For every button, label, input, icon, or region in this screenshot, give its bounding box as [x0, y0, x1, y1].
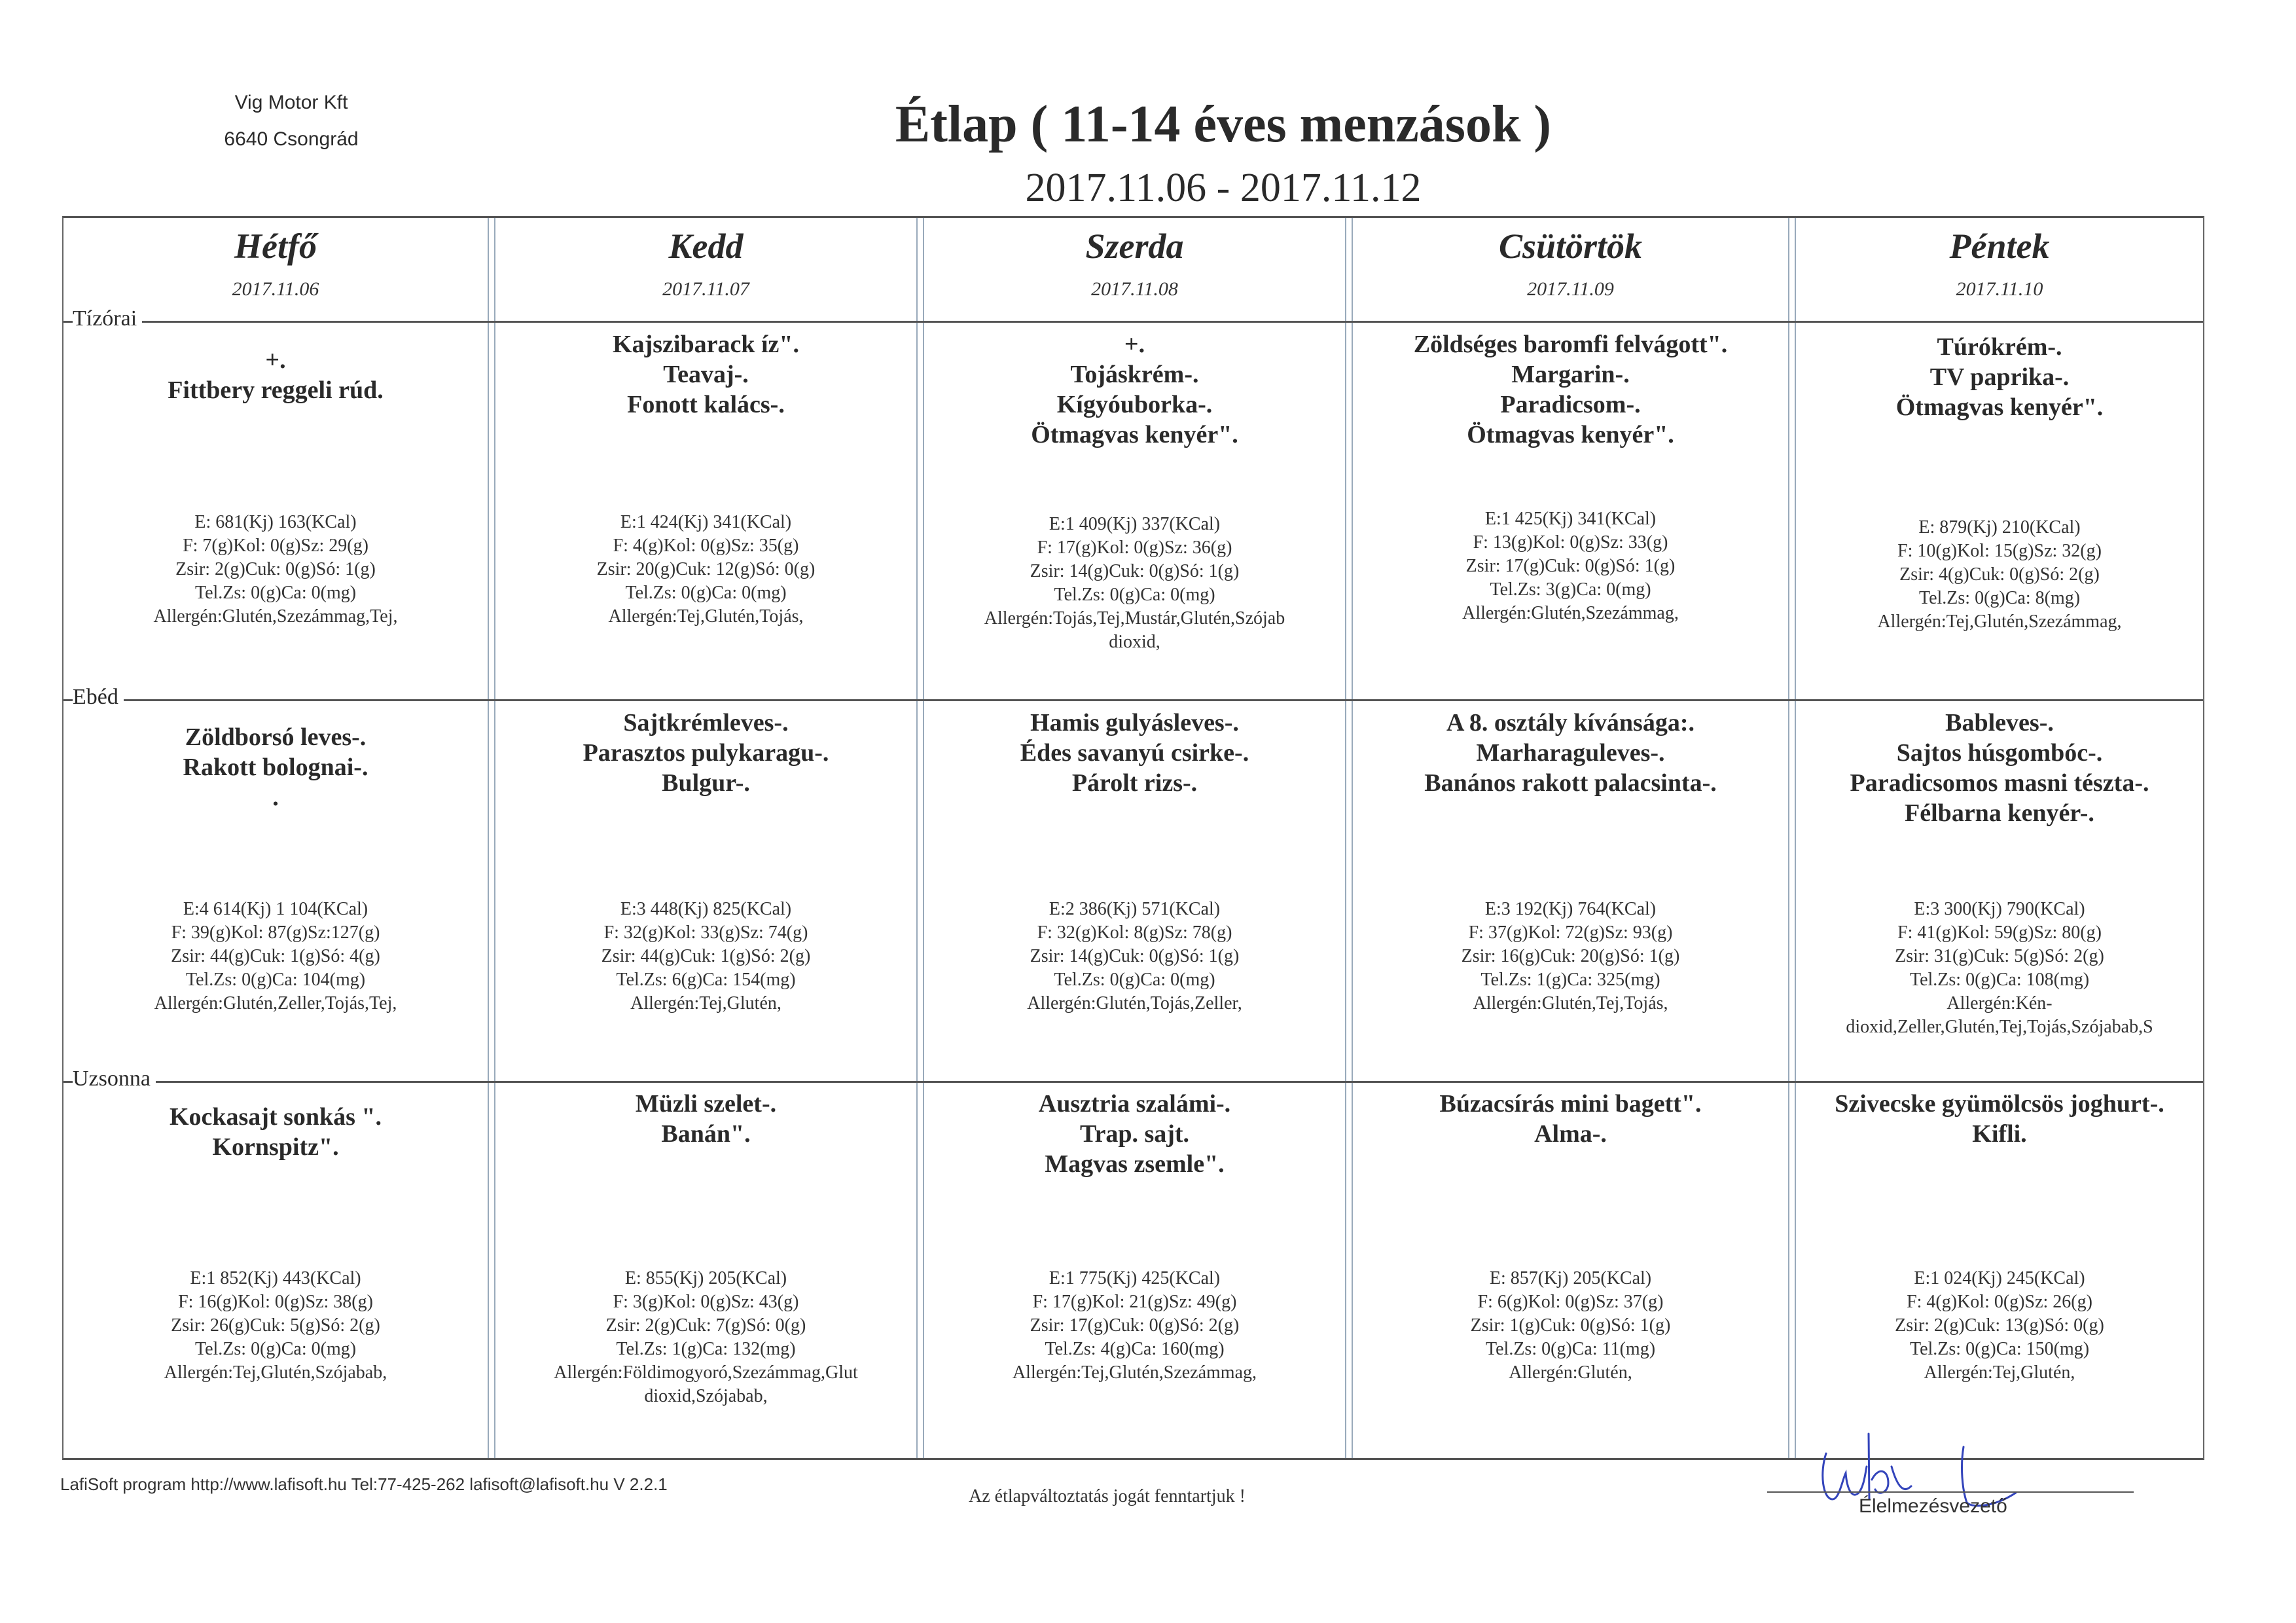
nutrition-info: E: 681(Kj) 163(KCal) F: 7(g)Kol: 0(g)Sz: 29(g) Zsir: 2(g)Cuk: 0(g)Só: 1(g) Tel.Zs: 0(g)Ca: 0(mg) Allergén:Glutén,Szezámmag,Tej,: [153, 512, 398, 627]
menu-cell-csutortok-uzsonna: [1353, 1089, 1788, 1455]
day-header-kedd: [495, 218, 916, 319]
day-name: Hétfő: [234, 227, 317, 266]
menu-cell-kedd-tizorai: [495, 329, 916, 699]
dish: +.: [265, 346, 286, 374]
dish: Paradicsom-.: [1500, 391, 1641, 418]
dish: Túrókrém-.: [1937, 333, 2062, 361]
section-label-tizorai: Tízórai: [73, 306, 142, 331]
dish: Sajtos húsgombóc-.: [1896, 739, 2103, 767]
dish: Fonott kalács-.: [627, 391, 785, 418]
dish: Tojáskrém-.: [1070, 361, 1199, 388]
nutrition-info: E:1 024(Kj) 245(KCal) F: 4(g)Kol: 0(g)Sz: 26(g) Zsir: 2(g)Cuk: 13(g)Só: 0(g) Tel.Zs: 0(g)Ca: 150(mg) Allergén:Tej,Glutén,: [1895, 1268, 2104, 1383]
menu-cell-kedd-uzsonna: [495, 1089, 916, 1455]
column-divider: [1345, 218, 1353, 1458]
dish: Marharaguleves-.: [1476, 739, 1665, 767]
menu-cell-hetfo-uzsonna: [63, 1089, 488, 1455]
section-label-uzsonna: Uzsonna: [73, 1067, 156, 1091]
dish: Párolt rizs-.: [1071, 769, 1198, 797]
column-divider: [1788, 218, 1796, 1458]
menu-cell-szerda-ebed: [924, 708, 1345, 1081]
dish: Zöldséges baromfi felvágott".: [1413, 331, 1728, 358]
dish: Ötmagvas kenyér".: [1031, 421, 1238, 448]
dish: Ausztria szalámi-.: [1038, 1090, 1231, 1118]
menu-cell-szerda-tizorai: [924, 329, 1345, 699]
menu-table: [62, 216, 2204, 1460]
dish: Ötmagvas kenyér".: [1895, 393, 2104, 421]
signature-line: [1767, 1491, 2134, 1493]
dish: Szivecske gyümölcsös joghurt-.: [1835, 1090, 2164, 1118]
row-divider-tizorai: [63, 321, 2203, 323]
day-name: Csütörtök: [1498, 227, 1643, 266]
dish: Kockasajt sonkás ".: [169, 1103, 382, 1131]
dish: Banános rakott palacsinta-.: [1424, 769, 1717, 797]
menu-cell-hetfo-ebed: [63, 708, 488, 1081]
dish: Magvas zsemle".: [1045, 1150, 1225, 1178]
dish: +.: [1124, 331, 1145, 358]
dish: Alma-.: [1534, 1120, 1607, 1148]
nutrition-info: E: 879(Kj) 210(KCal) F: 10(g)Kol: 15(g)Sz: 32(g) Zsir: 4(g)Cuk: 0(g)Só: 2(g) Tel.Zs: 0(g)Ca: 8(mg) Allergén:Tej,Glutén,Szezámmag,: [1877, 517, 2122, 632]
dish: Paradicsomos masni tészta-.: [1850, 769, 2149, 797]
dish: Rakott bolognai-.: [183, 754, 368, 781]
day-date: 2017.11.09: [1527, 278, 1614, 300]
company-name: Vig Motor Kft: [234, 92, 348, 113]
nutrition-info: E: 857(Kj) 205(KCal) F: 6(g)Kol: 0(g)Sz: 37(g) Zsir: 1(g)Cuk: 0(g)Só: 1(g) Tel.Zs: 0(g)Ca: 11(mg) Allergén:Glutén,: [1470, 1268, 1671, 1383]
dish: Margarin-.: [1511, 361, 1630, 388]
dish: Trap. sajt.: [1079, 1120, 1190, 1148]
dish: Banán".: [661, 1120, 751, 1148]
nutrition-info: E:2 386(Kj) 571(KCal) F: 32(g)Kol: 8(g)Sz: 78(g) Zsir: 14(g)Cuk: 0(g)Só: 1(g) Tel.Zs: 0(g)Ca: 0(mg) Allergén:Glutén,Tojás,Zeller,: [1027, 899, 1242, 1013]
dish: TV paprika-.: [1929, 363, 2070, 391]
section-label-ebed: Ebéd: [73, 685, 124, 710]
day-date: 2017.11.07: [662, 278, 749, 300]
dish: Bableves-.: [1945, 709, 2054, 737]
dish: Félbarna kenyér-.: [1905, 799, 2094, 827]
dish: Müzli szelet-.: [635, 1090, 777, 1118]
day-name: Kedd: [668, 227, 744, 266]
menu-cell-szerda-uzsonna: [924, 1089, 1345, 1455]
column-divider: [488, 218, 495, 1458]
day-date: 2017.11.10: [1956, 278, 2043, 300]
dish: Édes savanyú csirke-.: [1020, 739, 1249, 767]
nutrition-info: E:1 852(Kj) 443(KCal) F: 16(g)Kol: 0(g)Sz: 38(g) Zsir: 26(g)Cuk: 5(g)Só: 2(g) Tel.Zs: 0(g)Ca: 0(mg) Allergén:Tej,Glutén,Szójabab,: [164, 1268, 387, 1383]
dish: Fittbery reggeli rúd.: [168, 376, 384, 404]
day-header-hetfo: [63, 218, 488, 319]
nutrition-info: E: 855(Kj) 205(KCal) F: 3(g)Kol: 0(g)Sz: 43(g) Zsir: 2(g)Cuk: 7(g)Só: 0(g) Tel.Zs: 1(g)Ca: 132(mg) Allergén:Földimogyoró,Szezámmag,Glut dioxid,Szójabab,: [554, 1268, 858, 1406]
day-header-csutortok: [1353, 218, 1788, 319]
dish: Kígyóuborka-.: [1056, 391, 1213, 418]
day-header-pentek: [1796, 218, 2203, 319]
dish: Teavaj-.: [663, 361, 749, 388]
day-name: Péntek: [1949, 227, 2050, 266]
nutrition-info: E:3 448(Kj) 825(KCal) F: 32(g)Kol: 33(g)Sz: 74(g) Zsir: 44(g)Cuk: 1(g)Só: 2(g) Tel.Zs: 6(g)Ca: 154(mg) Allergén:Tej,Glutén,: [601, 899, 811, 1013]
dish: Zöldborsó leves-.: [185, 723, 367, 751]
menu-cell-pentek-tizorai: [1796, 329, 2203, 699]
menu-cell-hetfo-tizorai: [63, 329, 488, 699]
disclaimer: Az étlapváltoztatás jogát fenntartjuk !: [969, 1486, 1246, 1506]
dish: Sajtkrémleves-.: [623, 709, 789, 737]
nutrition-info: E:3 300(Kj) 790(KCal) F: 41(g)Kol: 59(g)Sz: 80(g) Zsir: 31(g)Cuk: 5(g)Só: 2(g) Tel.Zs: 0(g)Ca: 108(mg) Allergén:Kén- dioxid,Zeller,Glutén,Tej,Tojás,Szójabab,S: [1846, 899, 2153, 1037]
nutrition-info: E:1 425(Kj) 341(KCal) F: 13(g)Kol: 0(g)Sz: 33(g) Zsir: 17(g)Cuk: 0(g)Só: 1(g) Tel.Zs: 3(g)Ca: 0(mg) Allergén:Glutén,Szezámmag,: [1462, 509, 1679, 623]
page-title: Étlap ( 11-14 éves menzások ): [895, 96, 1552, 153]
column-divider: [916, 218, 924, 1458]
menu-cell-csutortok-ebed: [1353, 708, 1788, 1081]
day-date: 2017.11.06: [232, 278, 319, 300]
menu-cell-pentek-ebed: [1796, 708, 2203, 1081]
dish: Kifli.: [1972, 1120, 2027, 1148]
day-header-szerda: [924, 218, 1345, 319]
day-name: Szerda: [1085, 227, 1184, 266]
nutrition-info: E:1 409(Kj) 337(KCal) F: 17(g)Kol: 0(g)Sz: 36(g) Zsir: 14(g)Cuk: 0(g)Só: 1(g) Tel.Zs: 0(g)Ca: 0(mg) Allergén:Tojás,Tej,Mustár,Glutén,Szójab dioxid,: [984, 514, 1285, 652]
menu-cell-pentek-uzsonna: [1796, 1089, 2203, 1455]
signature-label: Élelmezésvezető: [1859, 1495, 2007, 1517]
dish: Hamis gulyásleves-.: [1030, 709, 1239, 737]
row-divider-uzsonna: [63, 1081, 2203, 1083]
menu-cell-kedd-ebed: [495, 708, 916, 1081]
dish: Bulgur-.: [662, 769, 750, 797]
nutrition-info: E:1 775(Kj) 425(KCal) F: 17(g)Kol: 21(g)Sz: 49(g) Zsir: 17(g)Cuk: 0(g)Só: 2(g) Tel.Zs: 4(g)Ca: 160(mg) Allergén:Tej,Glutén,Szezámmag,: [1012, 1268, 1257, 1383]
nutrition-info: E:1 424(Kj) 341(KCal) F: 4(g)Kol: 0(g)Sz: 35(g) Zsir: 20(g)Cuk: 12(g)Só: 0(g) Tel.Zs: 0(g)Ca: 0(mg) Allergén:Tej,Glutén,Tojás,: [596, 512, 816, 627]
dish: Búzacsírás mini bagett".: [1439, 1090, 1702, 1118]
menu-cell-csutortok-tizorai: [1353, 329, 1788, 699]
company-address: 6640 Csongrád: [224, 128, 359, 150]
day-date: 2017.11.08: [1091, 278, 1178, 300]
software-credit: LafiSoft program http://www.lafisoft.hu Tel:77-425-262 lafisoft@lafisoft.hu V 2.2.1: [60, 1474, 668, 1494]
nutrition-info: E:3 192(Kj) 764(KCal) F: 37(g)Kol: 72(g)Sz: 93(g) Zsir: 16(g)Cuk: 20(g)Só: 1(g) Tel.Zs: 1(g)Ca: 325(mg) Allergén:Glutén,Tej,Tojás,: [1461, 899, 1680, 1013]
dish: A 8. osztály kívánsága:.: [1446, 709, 1695, 737]
row-divider-ebed: [63, 699, 2203, 701]
dish: Parasztos pulykaragu-.: [583, 739, 829, 767]
dish: .: [272, 784, 279, 811]
date-range: 2017.11.06 - 2017.11.12: [1025, 166, 1422, 210]
nutrition-info: E:4 614(Kj) 1 104(KCal) F: 39(g)Kol: 87(g)Sz:127(g) Zsir: 44(g)Cuk: 1(g)Só: 4(g) Tel.Zs: 0(g)Ca: 104(mg) Allergén:Glutén,Zeller,Tojás,Tej,: [154, 899, 397, 1013]
dish: Kajszibarack íz".: [613, 331, 799, 358]
dish: Kornspitz".: [212, 1133, 339, 1161]
dish: Ötmagvas kenyér".: [1467, 421, 1674, 448]
